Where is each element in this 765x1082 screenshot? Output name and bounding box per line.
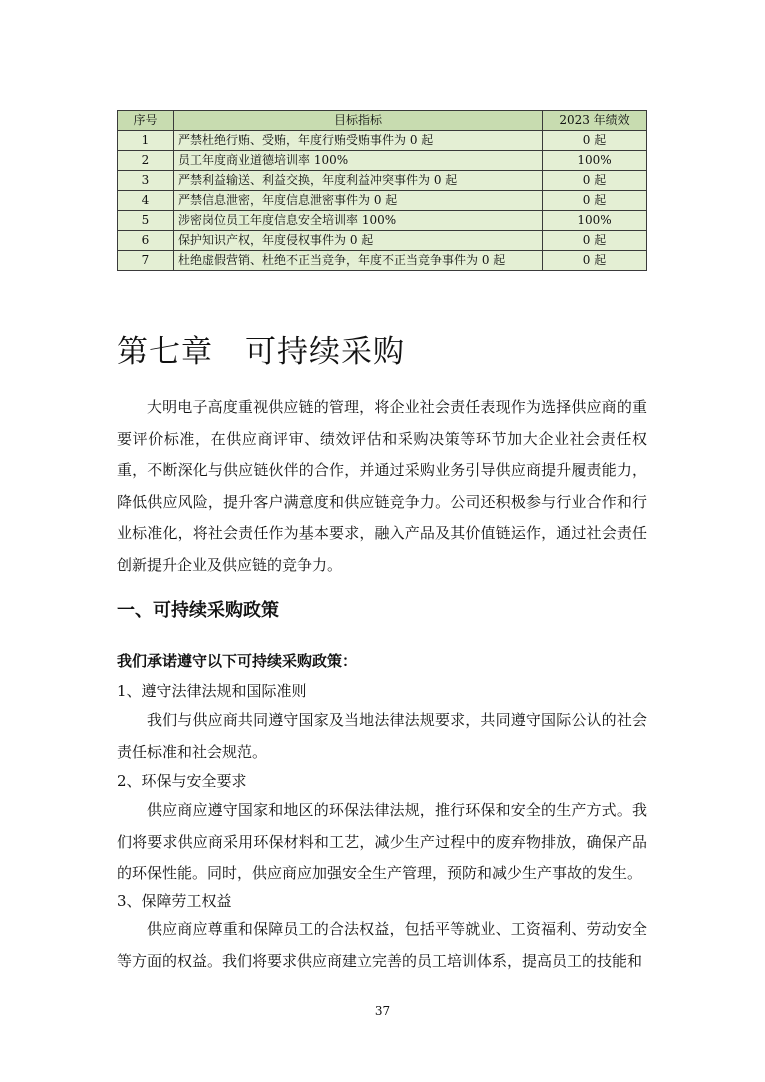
table-row (118, 211, 647, 231)
section-title: 一、可持续采购政策 (117, 600, 279, 621)
table-cell-target: 严禁利益输送、利益交换，年度利益冲突事件为 0 起 (174, 171, 543, 191)
policy-item-text: 供应商应遵守国家和地区的环保法律法规，推行环保和安全的生产方式。我们将要求供应商采用环保材料和工艺，减少生产过程中的废弃物排放，确保产品的环保性能。同时，供应商应加强安全生产管理，预防和减少生产事故的发生。 (117, 801, 647, 882)
table-cell-index: 2 (118, 151, 174, 171)
table-cell-target: 员工年度商业道德培训率 100% (174, 151, 543, 171)
policy-item-heading: 1、遵守法律法规和国际准则 (117, 682, 307, 700)
table-cell-target: 涉密岗位员工年度信息安全培训率 100% (174, 211, 543, 231)
table-row (118, 251, 647, 271)
table-cell-index: 5 (118, 211, 174, 231)
table-cell-result: 0 起 (543, 191, 647, 211)
table-cell-result: 100% (543, 151, 647, 171)
table-cell-result: 0 起 (543, 171, 647, 191)
table-cell-result: 0 起 (543, 231, 647, 251)
column-header: 2023 年绩效 (543, 111, 647, 131)
table-cell-index: 7 (118, 251, 174, 271)
chapter-title: 第七章 可持续采购 (117, 334, 405, 370)
column-header: 序号 (118, 111, 174, 131)
table-cell-index: 3 (118, 171, 174, 191)
policy-item-heading: 2、环保与安全要求 (117, 772, 247, 790)
table-cell-target: 杜绝虚假营销、杜绝不正当竞争，年度不正当竞争事件为 0 起 (174, 251, 543, 271)
table-cell-index: 6 (118, 231, 174, 251)
policy-item-text: 供应商应尊重和保障员工的合法权益，包括平等就业、工资福利、劳动安全等方面的权益。我们将要求供应商建立完善的员工培训体系，提高员工的技能和 (117, 920, 647, 970)
table-row (118, 191, 647, 211)
table-cell-target: 严禁信息泄密，年度信息泄密事件为 0 起 (174, 191, 543, 211)
table-cell-result: 0 起 (543, 251, 647, 271)
table-row (118, 151, 647, 171)
table-cell-target: 保护知识产权，年度侵权事件为 0 起 (174, 231, 543, 251)
table-header-row (118, 111, 647, 131)
table-cell-target: 严禁杜绝行贿、受贿，年度行贿受贿事件为 0 起 (174, 131, 543, 151)
kpi-table (117, 110, 647, 271)
policy-item-text: 我们与供应商共同遵守国家及当地法律法规要求，共同遵守国际公认的社会责任标准和社会规范。 (117, 711, 647, 761)
intro-paragraph: 大明电子高度重视供应链的管理，将企业社会责任表现作为选择供应商的重要评价标准，在供应商评审、绩效评估和采购决策等环节加大企业社会责任权重，不断深化与供应链伙伴的合作，并通过采购业务引导供应商提升履责能力，降低供应风险，提升客户满意度和供应链竞争力。公司还积极参与行业合作和行业标准化，将社会责任作为基本要求，融入产品及其价值链运作，通过社会责任创新提升企业及供应链的竞争力。 (117, 398, 647, 574)
table-cell-result: 0 起 (543, 131, 647, 151)
table-cell-result: 100% (543, 211, 647, 231)
page-number: 37 (374, 1004, 391, 1018)
table-row (118, 171, 647, 191)
table-cell-index: 1 (118, 131, 174, 151)
policy-lead: 我们承诺遵守以下可持续采购政策： (117, 652, 358, 670)
table-row (118, 131, 647, 151)
column-header: 目标指标 (174, 111, 543, 131)
table-cell-index: 4 (118, 191, 174, 211)
policy-item-heading: 3、保障劳工权益 (117, 892, 232, 910)
table-row (118, 231, 647, 251)
